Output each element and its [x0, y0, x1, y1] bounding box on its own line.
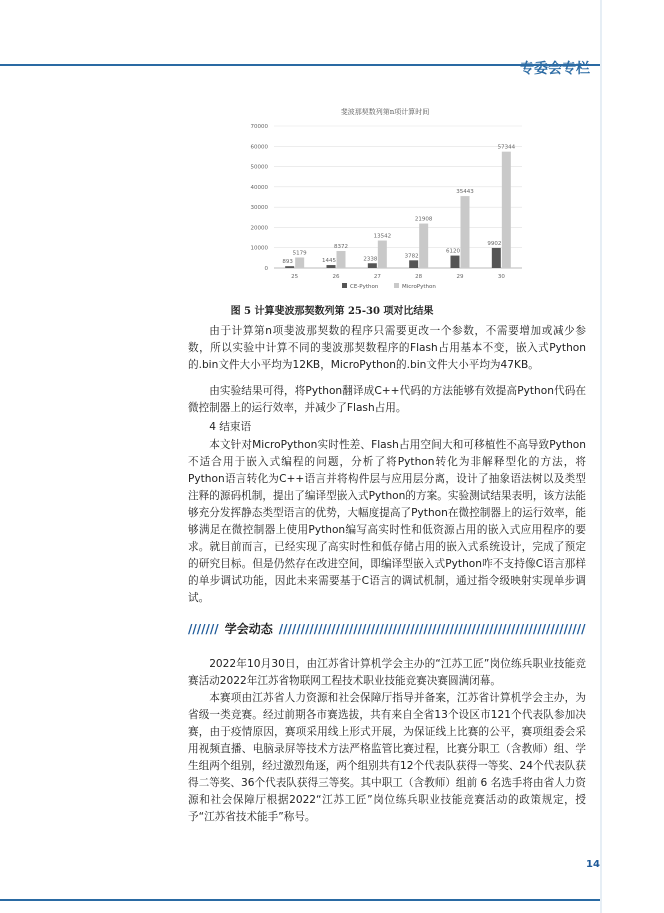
news-paragraph-1: 2022年10月30日，由江苏省计算机学会主办的“江苏工匠”岗位练兵职业技能竞赛活动2022年江苏省物联网工程技术职业技能竞赛决赛圆满闭幕。 — [188, 658, 586, 687]
x-tick-label: 29 — [456, 274, 464, 280]
page-number: 14 — [586, 859, 600, 870]
y-tick-label: 70000 — [250, 124, 268, 130]
section-right-slashes: ////////////////////////////////////////////////////////////////////// — [278, 622, 586, 636]
section-left-slashes: /////// — [188, 622, 219, 636]
section-header-title: 专委会专栏 — [520, 61, 590, 77]
chart-x-axis — [291, 274, 505, 280]
paragraph-conclusion: 本文针对MicroPython实时性差、Flash占用空间大和可移植性不高导致Python不适合用于嵌入式编程的问题，分析了将Python转化为非解释型化的方法，将Python语言转化为C++语言并将构件层与应用层分离，设计了抽象语法树以及类型注释的源码机制，提出了编译型嵌入式Python的方案。实验测试结果表明，该方法能够充分发挥静态类型语言的优势，大幅度提高了Python在微控制器上的运行效率，能够满足在微控制器上使用Python编写高实时性和低资源占用的嵌入式应用程序的要求。就目前而言，已经实现了高实时性和低存储占用的嵌入式系统设计，完成了预定的研究目标。但是仍然存在改进空间，即编译型嵌入式Python咋不支持像C语言那样的单步调试功能，因此未来需要基于C语言的调试机制，通过指令级映射实现单步调试。 — [188, 439, 586, 604]
page-edge-band — [600, 0, 602, 913]
y-tick-label: 10000 — [250, 245, 268, 252]
x-tick-label: 30 — [497, 274, 505, 280]
section-heading-conclusion: 4 结束语 — [209, 421, 252, 433]
legend-label: MicroPython — [402, 284, 436, 290]
paragraph-result: 由实验结果可得，将Python翻译成C++代码的方法能够有效提高Python代码在微控制器上的运行效率，并减少了Flash占用。 — [188, 385, 586, 414]
data-label: 5179 — [292, 250, 307, 257]
bar-micropython — [337, 251, 346, 268]
news-paragraph-2: 本赛项由江苏省人力资源和社会保障厅指导并备案，江苏省计算机学会主办，为省级一类竞赛。经过前期各市赛选拔，共有来自全省13个设区市121个代表队参加决赛，由于疫情原因，赛项采用线上形式开展，为保证线上比赛的公平，赛项组委会采用视频直播、电脑录屏等技术方法严格监管比赛过程，比赛分职工（含教师）组、学生组两个组别，经过激烈角逐，两个组别共有12个代表队获得一等奖、24个代表队获得二等奖、36个代表队获得三等奖。其中职工（含教师）组前 6 名选手将由省人力资源和社会保障厅根据2022“江苏工匠”岗位练兵职业技能竞赛活动的政策规定，授予“江苏省技术能手”称号。 — [188, 692, 586, 823]
bar-ce-python — [368, 263, 377, 268]
bar-ce-python — [327, 265, 336, 268]
bar-ce-python — [409, 260, 418, 268]
chart-data-labels — [282, 145, 515, 266]
bar-ce-python — [285, 266, 294, 268]
fibonacci-bar-chart — [230, 98, 530, 290]
data-label: 13542 — [373, 233, 392, 240]
header-rule — [0, 64, 600, 66]
y-tick-label: 20000 — [250, 225, 268, 232]
chart-legend — [342, 283, 436, 290]
x-tick-label: 27 — [373, 274, 381, 280]
data-label: 2338 — [363, 256, 378, 263]
section-title: 学会动态 — [224, 622, 273, 636]
data-label: 3782 — [404, 253, 419, 260]
x-tick-label: 25 — [291, 274, 299, 280]
data-label: 9902 — [487, 240, 502, 247]
section-banner — [188, 620, 586, 640]
figure-caption: 图 5 计算斐波那契数列第 25-30 项对比结果 — [230, 306, 434, 317]
x-tick-label: 26 — [332, 274, 340, 280]
legend-swatch — [394, 283, 399, 288]
data-label: 6120 — [446, 248, 460, 255]
chart-gridlines — [274, 126, 522, 268]
chart-title: 斐波那契数列第n项计算时间 — [340, 108, 430, 116]
footer-rule — [0, 899, 600, 901]
legend-swatch — [342, 283, 347, 288]
bar-micropython — [461, 196, 470, 268]
data-label: 1445 — [322, 258, 336, 265]
chart-bars — [285, 152, 511, 268]
y-tick-label: 40000 — [250, 184, 268, 191]
data-label: 35443 — [456, 189, 474, 196]
paragraph-flash-usage: 由于计算第n项斐波那契数的程序只需要更改一个参数，不需要增加或减少参数，所以实验中计算不同的斐波那契数程序的Flash占用基本不变，嵌入式Python的.bin文件大小平均为12KB，MicroPython的.bin文件大小平均为47KB。 — [188, 325, 586, 371]
y-tick-label: 0 — [264, 266, 268, 272]
bar-micropython — [295, 257, 304, 268]
y-tick-label: 30000 — [250, 205, 268, 212]
legend-label: CE-Python — [350, 284, 379, 290]
data-label: 8372 — [334, 244, 348, 251]
x-tick-label: 28 — [415, 274, 423, 280]
bar-ce-python — [492, 248, 501, 268]
data-label: 893 — [282, 259, 293, 266]
y-tick-label: 60000 — [250, 144, 268, 151]
data-label: 21908 — [414, 216, 433, 223]
y-tick-label: 50000 — [250, 164, 268, 171]
bar-micropython — [378, 241, 387, 268]
bar-micropython — [502, 152, 511, 268]
bar-ce-python — [451, 256, 460, 268]
data-label: 57344 — [497, 144, 516, 151]
bar-micropython — [419, 224, 428, 268]
